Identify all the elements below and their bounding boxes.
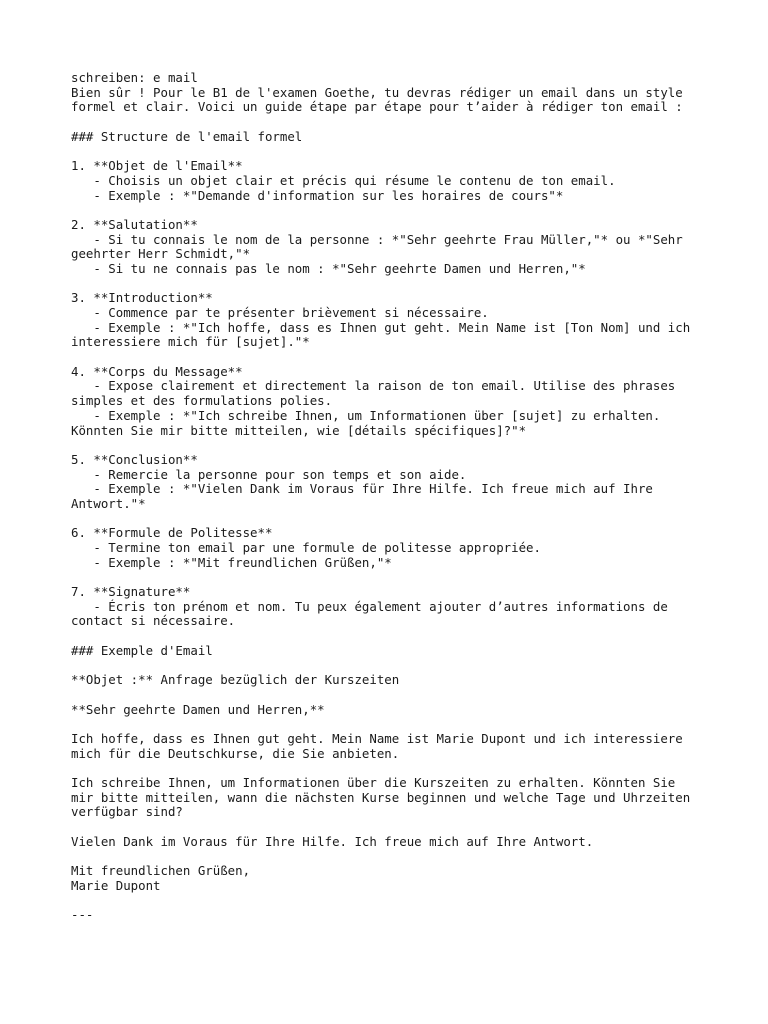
text-line: 6. **Formule de Politesse** — [71, 525, 273, 541]
text-line: geehrter Herr Schmidt,"* — [71, 246, 251, 262]
text-line: ### Exemple d'Email — [71, 642, 213, 658]
text-line: **Sehr geehrte Damen und Herren,** — [71, 701, 325, 717]
text-line: Antwort."* — [71, 495, 146, 511]
text-line: - Si tu ne connais pas le nom : *"Sehr geehrte Damen und Herren,"* — [71, 260, 586, 276]
text-line: Ich schreibe Ihnen, um Informationen über die Kurszeiten zu erhalten. Könnten Sie — [71, 775, 676, 790]
text-line: - Si tu connais le nom de la personne : *"Sehr geehrte Frau Müller,"* ou *"Sehr — [71, 231, 683, 247]
document-page — [71, 71, 751, 923]
text-line: - Commence par te présenter brièvement si nécessaire. — [71, 305, 489, 320]
text-line: Ich hoffe, dass es Ihnen gut geht. Mein Name ist Marie Dupont und ich interessiere — [71, 730, 683, 746]
text-line: - Choisis un objet clair et précis qui résume le contenu de ton email. — [71, 172, 616, 188]
blank-line — [71, 350, 751, 365]
blank-line — [71, 659, 751, 674]
blank-line — [71, 277, 751, 292]
text-line: formel et clair. Voici un guide étape par étape pour t’aider à rédiger ton email : — [71, 99, 683, 115]
text-line: Marie Dupont — [71, 877, 161, 893]
text-line: ### Structure de l'email formel — [71, 128, 303, 144]
text-line: - Écris ton prénom et nom. Tu peux également ajouter d’autres informations de — [71, 598, 668, 614]
blank-line — [71, 438, 751, 453]
text-line: schreiben: e mail — [71, 70, 198, 85]
blank-line — [71, 570, 751, 585]
blank-line — [71, 203, 751, 218]
text-line: mich für die Deutschkurse, die Sie anbieten. — [71, 745, 400, 761]
blank-line — [71, 115, 751, 130]
blank-line — [71, 629, 751, 644]
text-line: - Exemple : *"Ich hoffe, dass es Ihnen gut geht. Mein Name ist [Ton Nom] und ich — [71, 319, 691, 335]
text-line: Könnten Sie mir bitte mitteilen, wie [détails spécifiques]?"* — [71, 422, 527, 438]
blank-line — [71, 717, 751, 732]
text-line: - Exemple : *"Ich schreibe Ihnen, um Informationen über [sujet] zu erhalten. — [71, 407, 661, 423]
text-line: 4. **Corps du Message** — [71, 363, 243, 379]
text-line: 1. **Objet de l'Email** — [71, 158, 243, 174]
text-line: 3. **Introduction** — [71, 290, 213, 306]
text-line: mir bitte mitteilen, wann die nächsten Kurse beginnen und welche Tage und Uhrzeiten — [71, 789, 691, 805]
blank-line — [71, 849, 751, 864]
text-line: 7. **Signature** — [71, 584, 191, 600]
text-line: Vielen Dank im Voraus für Ihre Hilfe. Ich freue mich auf Ihre Antwort. — [71, 833, 594, 849]
text-line: - Exemple : *"Demande d'information sur les horaires de cours"* — [71, 187, 564, 203]
text-line: interessiere mich für [sujet]."* — [71, 334, 310, 350]
text-line: - Expose clairement et directement la raison de ton email. Utilise des phrases — [71, 378, 676, 394]
text-line: - Termine ton email par une formule de politesse appropriée. — [71, 540, 541, 555]
text-line: contact si nécessaire. — [71, 613, 236, 629]
blank-line — [71, 144, 751, 159]
text-line: 2. **Salutation** — [71, 216, 198, 232]
text-line: **Objet :** Anfrage bezüglich der Kurszeiten — [71, 672, 400, 688]
text-line: --- — [71, 907, 94, 923]
blank-line — [71, 688, 751, 703]
text-line: simples et des formulations polies. — [71, 393, 333, 409]
blank-line — [71, 894, 751, 909]
text-line: - Exemple : *"Vielen Dank im Voraus für Ihre Hilfe. Ich freue mich auf Ihre — [71, 481, 653, 497]
blank-line — [71, 820, 751, 835]
text-line: 5. **Conclusion** — [71, 451, 198, 467]
blank-line — [71, 512, 751, 527]
blank-line — [71, 761, 751, 776]
text-line: verfügbar sind? — [71, 804, 183, 820]
text-line: Mit freundlichen Grüßen, — [71, 863, 251, 879]
text-line: Bien sûr ! Pour le B1 de l'examen Goethe, tu devras rédiger un email dans un style — [71, 84, 683, 100]
text-line: - Remercie la personne pour son temps et son aide. — [71, 466, 467, 482]
text-line: - Exemple : *"Mit freundlichen Grüßen,"* — [71, 554, 392, 570]
